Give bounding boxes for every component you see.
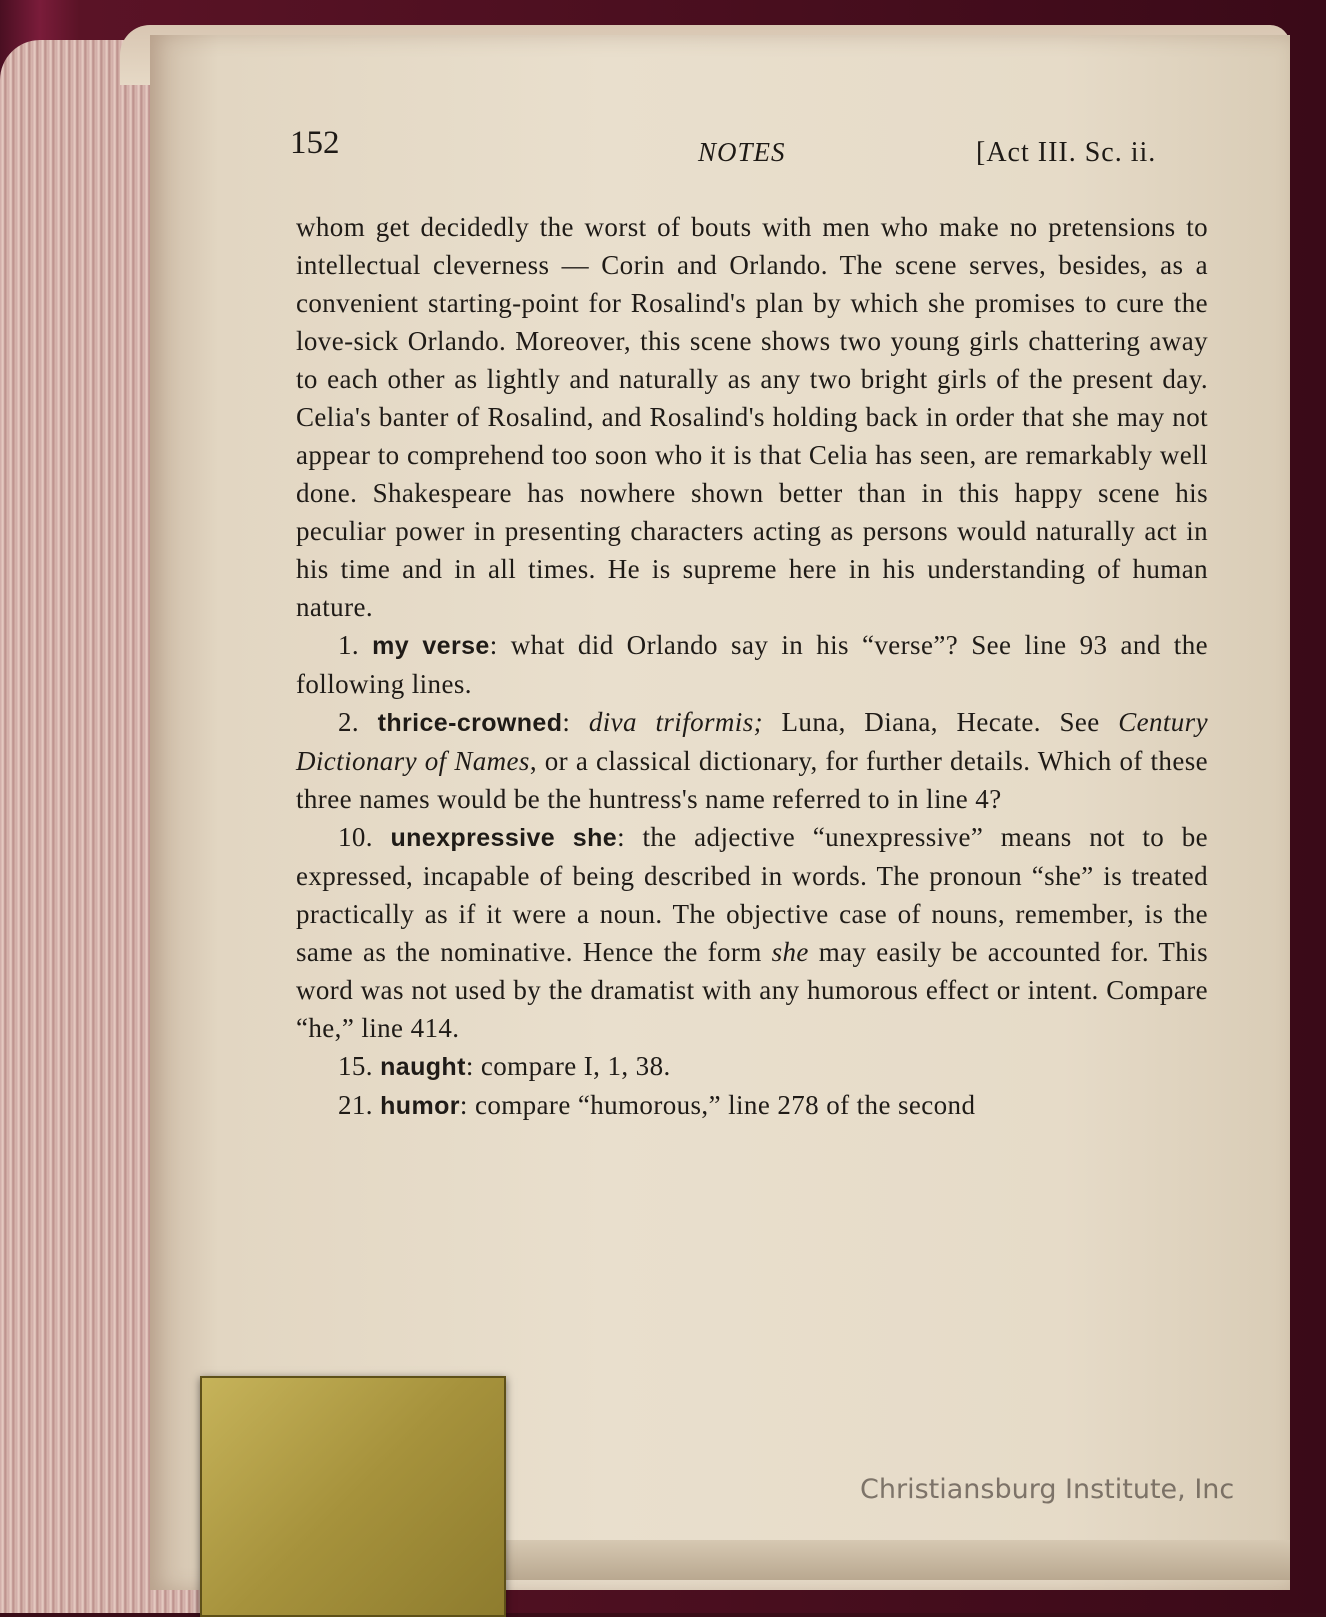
note-10: 10. unexpressive she: the adjective “unexpressive” means not to be expressed, incapable of being described in words. The pronoun “she” is treated practically as if it were a noun. The objective case of nouns, remember, is the same as the nominative. Hence the form she may easily be accounted for. This word was not used by the dramatist with any humorous effect or intent. Compare “he,” line 414.	[296, 822, 1208, 1043]
note-1: 1. my verse: what did Orlando say in his “verse”? See line 93 and the following lines.	[296, 630, 1208, 699]
note-number: 2.	[338, 707, 360, 737]
note-2: 2. thrice-crowned: diva triformis; Luna, Diana, Hecate. See Century Dictionary of Names, or a classical dictionary, for further details. Which of these three names would be the huntress's name referred to in line 4?	[296, 707, 1209, 814]
note-number: 10.	[338, 822, 373, 852]
note-number: 1.	[338, 630, 360, 660]
note-text: , or a classical dictionary, for further details. Which of these three names would be the huntress's name referred to in line 4?	[296, 746, 1209, 814]
note-21: 21. humor: compare “humorous,” line 278 of the second	[338, 1090, 976, 1120]
note-term: unexpressive she	[390, 824, 618, 852]
note-text: may easily be accounted for. This word was not used by the dramatist with any humorous effect or intent. Compare “he,” line 414.	[296, 937, 1208, 1043]
running-title: NOTES	[698, 137, 786, 167]
note-number: 21.	[338, 1090, 373, 1120]
note-term: humor	[380, 1092, 460, 1120]
note-term: thrice-crowned	[377, 709, 563, 737]
page-header	[0, 125, 1326, 185]
note-italic: Century Dictionary of Names	[296, 707, 1208, 776]
note-term: my verse	[372, 632, 490, 660]
note-text: what did Orlando say in his “verse”? See line 93 and the following lines.	[296, 630, 1208, 699]
note-text: compare I, 1, 38.	[480, 1051, 671, 1081]
note-text: compare “humorous,” line 278 of the second	[474, 1090, 976, 1120]
watermark: Christiansburg Institute, Inc	[860, 1474, 1235, 1505]
note-15: 15. naught: compare I, 1, 38.	[338, 1051, 671, 1081]
note-italic: diva triformis;	[588, 707, 763, 737]
note-term: naught	[380, 1053, 466, 1081]
note-text: the adjective “unexpressive” means not to be expressed, incapable of being described in words. The pronoun “she” is treated practically as if it were a noun. The objective case of nouns, remember, is the same as the nominative. Hence the form	[296, 822, 1208, 967]
note-text: Luna, Diana, Hecate. See	[763, 707, 1119, 737]
page-number: 152	[290, 125, 340, 161]
intro-paragraph: whom get decidedly the worst of bouts with men who make no pretensions to intellectual cleverness — Corin and Orlando. The scene serves, besides, as a convenient starting-point for Rosalind's plan by which she promises to cure the love-sick Orlando. Moreover, this scene shows two young girls chattering away to each other as lightly and naturally as any two bright girls of the present day. Celia's banter of Rosalind, and Rosalind's holding back in order that she may not appear to comprehend too soon who it is that Celia has seen, are remarkably well done. Shakespeare has nowhere shown better than in this happy scene his peculiar power in presenting characters acting as persons would naturally act in his time and in all times. He is supreme here in his understanding of human nature.	[296, 212, 1208, 622]
note-italic: she	[771, 937, 809, 967]
section-reference: [Act III. Sc. ii.	[976, 137, 1157, 168]
note-number: 15.	[338, 1051, 373, 1081]
page-body	[296, 208, 1208, 1125]
brass-bookmark	[200, 1376, 506, 1617]
